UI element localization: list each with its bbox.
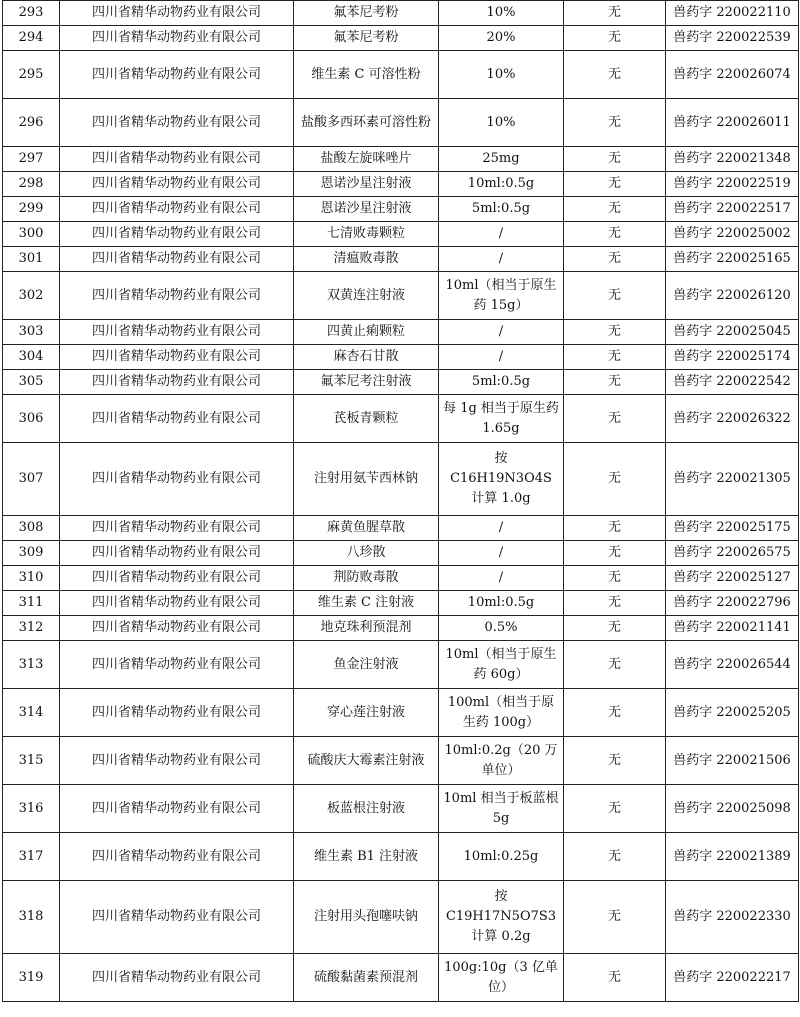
specification: 10ml:0.5g <box>439 172 564 197</box>
approval-number: 兽药字 220021348 <box>666 147 799 172</box>
company-name: 四川省精华动物药业有限公司 <box>60 566 294 591</box>
table-row <box>3 320 799 345</box>
approval-number: 兽药字 220025165 <box>666 247 799 272</box>
specification: 5ml:0.5g <box>439 197 564 222</box>
approval-number: 兽药字 220022330 <box>666 881 799 954</box>
company-name: 四川省精华动物药业有限公司 <box>60 785 294 833</box>
approval-number: 兽药字 220026575 <box>666 541 799 566</box>
approval-number: 兽药字 220026544 <box>666 641 799 689</box>
product-name: 注射用头孢噻呋钠 <box>294 881 439 954</box>
approval-number: 兽药字 220026322 <box>666 395 799 443</box>
table-row <box>3 99 799 147</box>
company-name: 四川省精华动物药业有限公司 <box>60 641 294 689</box>
table-row <box>3 689 799 737</box>
flag-value: 无 <box>564 147 666 172</box>
product-name: 硫酸黏菌素预混剂 <box>294 954 439 1002</box>
table-row <box>3 197 799 222</box>
company-name: 四川省精华动物药业有限公司 <box>60 616 294 641</box>
specification: 100ml（相当于原生药 100g） <box>439 689 564 737</box>
flag-value: 无 <box>564 395 666 443</box>
row-number: 314 <box>3 689 60 737</box>
row-number: 312 <box>3 616 60 641</box>
specification: 20% <box>439 26 564 51</box>
specification: / <box>439 516 564 541</box>
table-row <box>3 345 799 370</box>
specification: / <box>439 566 564 591</box>
approval-number: 兽药字 220026074 <box>666 51 799 99</box>
company-name: 四川省精华动物药业有限公司 <box>60 443 294 516</box>
table-row <box>3 881 799 954</box>
table-row <box>3 954 799 1002</box>
approval-number: 兽药字 220022517 <box>666 197 799 222</box>
product-name: 注射用氨苄西林钠 <box>294 443 439 516</box>
specification: 10ml（相当于原生药 15g） <box>439 272 564 320</box>
specification: / <box>439 222 564 247</box>
product-name: 芪板青颗粒 <box>294 395 439 443</box>
specification: 0.5% <box>439 616 564 641</box>
product-name: 荆防败毒散 <box>294 566 439 591</box>
approval-number: 兽药字 220025127 <box>666 566 799 591</box>
table-row <box>3 785 799 833</box>
flag-value: 无 <box>564 954 666 1002</box>
specification: 10% <box>439 51 564 99</box>
table-row <box>3 272 799 320</box>
table-row <box>3 443 799 516</box>
company-name: 四川省精华动物药业有限公司 <box>60 516 294 541</box>
product-approval-table <box>2 0 799 1002</box>
table-row <box>3 541 799 566</box>
product-name: 四黄止痢颗粒 <box>294 320 439 345</box>
flag-value: 无 <box>564 641 666 689</box>
approval-number: 兽药字 220021305 <box>666 443 799 516</box>
row-number: 298 <box>3 172 60 197</box>
approval-number: 兽药字 220022519 <box>666 172 799 197</box>
table-row <box>3 51 799 99</box>
product-name: 鱼金注射液 <box>294 641 439 689</box>
company-name: 四川省精华动物药业有限公司 <box>60 26 294 51</box>
product-name: 麻黄鱼腥草散 <box>294 516 439 541</box>
flag-value: 无 <box>564 51 666 99</box>
flag-value: 无 <box>564 197 666 222</box>
company-name: 四川省精华动物药业有限公司 <box>60 689 294 737</box>
company-name: 四川省精华动物药业有限公司 <box>60 222 294 247</box>
row-number: 294 <box>3 26 60 51</box>
company-name: 四川省精华动物药业有限公司 <box>60 737 294 785</box>
table-row <box>3 26 799 51</box>
flag-value: 无 <box>564 785 666 833</box>
row-number: 311 <box>3 591 60 616</box>
flag-value: 无 <box>564 172 666 197</box>
row-number: 307 <box>3 443 60 516</box>
approval-number: 兽药字 220022217 <box>666 954 799 1002</box>
table-body <box>3 1 799 1002</box>
product-name: 穿心莲注射液 <box>294 689 439 737</box>
approval-number: 兽药字 220021506 <box>666 737 799 785</box>
company-name: 四川省精华动物药业有限公司 <box>60 99 294 147</box>
product-name: 硫酸庆大霉素注射液 <box>294 737 439 785</box>
product-name: 维生素 C 可溶性粉 <box>294 51 439 99</box>
approval-number: 兽药字 220021141 <box>666 616 799 641</box>
row-number: 299 <box>3 197 60 222</box>
product-name: 清瘟败毒散 <box>294 247 439 272</box>
product-name: 盐酸左旋咪唑片 <box>294 147 439 172</box>
row-number: 303 <box>3 320 60 345</box>
company-name: 四川省精华动物药业有限公司 <box>60 881 294 954</box>
approval-number: 兽药字 220025002 <box>666 222 799 247</box>
specification: 10ml:0.5g <box>439 591 564 616</box>
approval-number: 兽药字 220025098 <box>666 785 799 833</box>
flag-value: 无 <box>564 616 666 641</box>
approval-number: 兽药字 220022110 <box>666 1 799 26</box>
company-name: 四川省精华动物药业有限公司 <box>60 541 294 566</box>
company-name: 四川省精华动物药业有限公司 <box>60 272 294 320</box>
table-row <box>3 222 799 247</box>
product-name: 地克珠利预混剂 <box>294 616 439 641</box>
row-number: 313 <box>3 641 60 689</box>
company-name: 四川省精华动物药业有限公司 <box>60 147 294 172</box>
approval-number: 兽药字 220025045 <box>666 320 799 345</box>
flag-value: 无 <box>564 222 666 247</box>
flag-value: 无 <box>564 516 666 541</box>
approval-number: 兽药字 220022542 <box>666 370 799 395</box>
table-row <box>3 566 799 591</box>
company-name: 四川省精华动物药业有限公司 <box>60 320 294 345</box>
approval-number: 兽药字 220022539 <box>666 26 799 51</box>
row-number: 300 <box>3 222 60 247</box>
row-number: 301 <box>3 247 60 272</box>
approval-number: 兽药字 220025205 <box>666 689 799 737</box>
approval-number: 兽药字 220026120 <box>666 272 799 320</box>
table-row <box>3 247 799 272</box>
row-number: 318 <box>3 881 60 954</box>
table-row <box>3 1 799 26</box>
flag-value: 无 <box>564 370 666 395</box>
approval-number: 兽药字 220025175 <box>666 516 799 541</box>
company-name: 四川省精华动物药业有限公司 <box>60 1 294 26</box>
row-number: 309 <box>3 541 60 566</box>
specification: / <box>439 541 564 566</box>
row-number: 310 <box>3 566 60 591</box>
row-number: 304 <box>3 345 60 370</box>
table-row <box>3 147 799 172</box>
table-row <box>3 737 799 785</box>
product-name: 氟苯尼考粉 <box>294 26 439 51</box>
product-name: 盐酸多西环素可溶性粉 <box>294 99 439 147</box>
product-name: 维生素 B1 注射液 <box>294 833 439 881</box>
company-name: 四川省精华动物药业有限公司 <box>60 197 294 222</box>
company-name: 四川省精华动物药业有限公司 <box>60 172 294 197</box>
row-number: 296 <box>3 99 60 147</box>
table-row <box>3 172 799 197</box>
specification: 100g:10g（3 亿单位） <box>439 954 564 1002</box>
specification: 10ml（相当于原生药 60g） <box>439 641 564 689</box>
product-name: 氟苯尼考粉 <box>294 1 439 26</box>
product-name: 七清败毒颗粒 <box>294 222 439 247</box>
row-number: 297 <box>3 147 60 172</box>
company-name: 四川省精华动物药业有限公司 <box>60 345 294 370</box>
approval-number: 兽药字 220022796 <box>666 591 799 616</box>
flag-value: 无 <box>564 566 666 591</box>
flag-value: 无 <box>564 345 666 370</box>
specification: 10% <box>439 99 564 147</box>
flag-value: 无 <box>564 591 666 616</box>
product-name: 恩诺沙星注射液 <box>294 172 439 197</box>
product-name: 双黄连注射液 <box>294 272 439 320</box>
table-row <box>3 516 799 541</box>
approval-number: 兽药字 220026011 <box>666 99 799 147</box>
approval-number: 兽药字 220021389 <box>666 833 799 881</box>
row-number: 308 <box>3 516 60 541</box>
product-name: 恩诺沙星注射液 <box>294 197 439 222</box>
product-name: 维生素 C 注射液 <box>294 591 439 616</box>
row-number: 302 <box>3 272 60 320</box>
specification: 5ml:0.5g <box>439 370 564 395</box>
specification: 10ml:0.25g <box>439 833 564 881</box>
product-name: 八珍散 <box>294 541 439 566</box>
company-name: 四川省精华动物药业有限公司 <box>60 833 294 881</box>
row-number: 293 <box>3 1 60 26</box>
flag-value: 无 <box>564 443 666 516</box>
specification: 10% <box>439 1 564 26</box>
specification: / <box>439 345 564 370</box>
flag-value: 无 <box>564 881 666 954</box>
company-name: 四川省精华动物药业有限公司 <box>60 51 294 99</box>
row-number: 305 <box>3 370 60 395</box>
product-name: 麻杏石甘散 <box>294 345 439 370</box>
specification: 按 C19H17N5O7S3 计算 0.2g <box>439 881 564 954</box>
flag-value: 无 <box>564 99 666 147</box>
flag-value: 无 <box>564 320 666 345</box>
flag-value: 无 <box>564 26 666 51</box>
product-name: 氟苯尼考注射液 <box>294 370 439 395</box>
table-row <box>3 616 799 641</box>
company-name: 四川省精华动物药业有限公司 <box>60 954 294 1002</box>
table-row <box>3 591 799 616</box>
company-name: 四川省精华动物药业有限公司 <box>60 247 294 272</box>
row-number: 306 <box>3 395 60 443</box>
table-row <box>3 641 799 689</box>
table-row <box>3 395 799 443</box>
flag-value: 无 <box>564 689 666 737</box>
company-name: 四川省精华动物药业有限公司 <box>60 395 294 443</box>
table-row <box>3 370 799 395</box>
company-name: 四川省精华动物药业有限公司 <box>60 370 294 395</box>
row-number: 315 <box>3 737 60 785</box>
row-number: 319 <box>3 954 60 1002</box>
specification: / <box>439 247 564 272</box>
flag-value: 无 <box>564 1 666 26</box>
specification: 10ml 相当于板蓝根 5g <box>439 785 564 833</box>
product-name: 板蓝根注射液 <box>294 785 439 833</box>
flag-value: 无 <box>564 541 666 566</box>
row-number: 317 <box>3 833 60 881</box>
specification: 每 1g 相当于原生药 1.65g <box>439 395 564 443</box>
flag-value: 无 <box>564 737 666 785</box>
table-row <box>3 833 799 881</box>
approval-number: 兽药字 220025174 <box>666 345 799 370</box>
flag-value: 无 <box>564 833 666 881</box>
row-number: 295 <box>3 51 60 99</box>
row-number: 316 <box>3 785 60 833</box>
flag-value: 无 <box>564 247 666 272</box>
specification: 25mg <box>439 147 564 172</box>
flag-value: 无 <box>564 272 666 320</box>
specification: 按 C16H19N3O4S 计算 1.0g <box>439 443 564 516</box>
specification: 10ml:0.2g（20 万单位） <box>439 737 564 785</box>
company-name: 四川省精华动物药业有限公司 <box>60 591 294 616</box>
specification: / <box>439 320 564 345</box>
